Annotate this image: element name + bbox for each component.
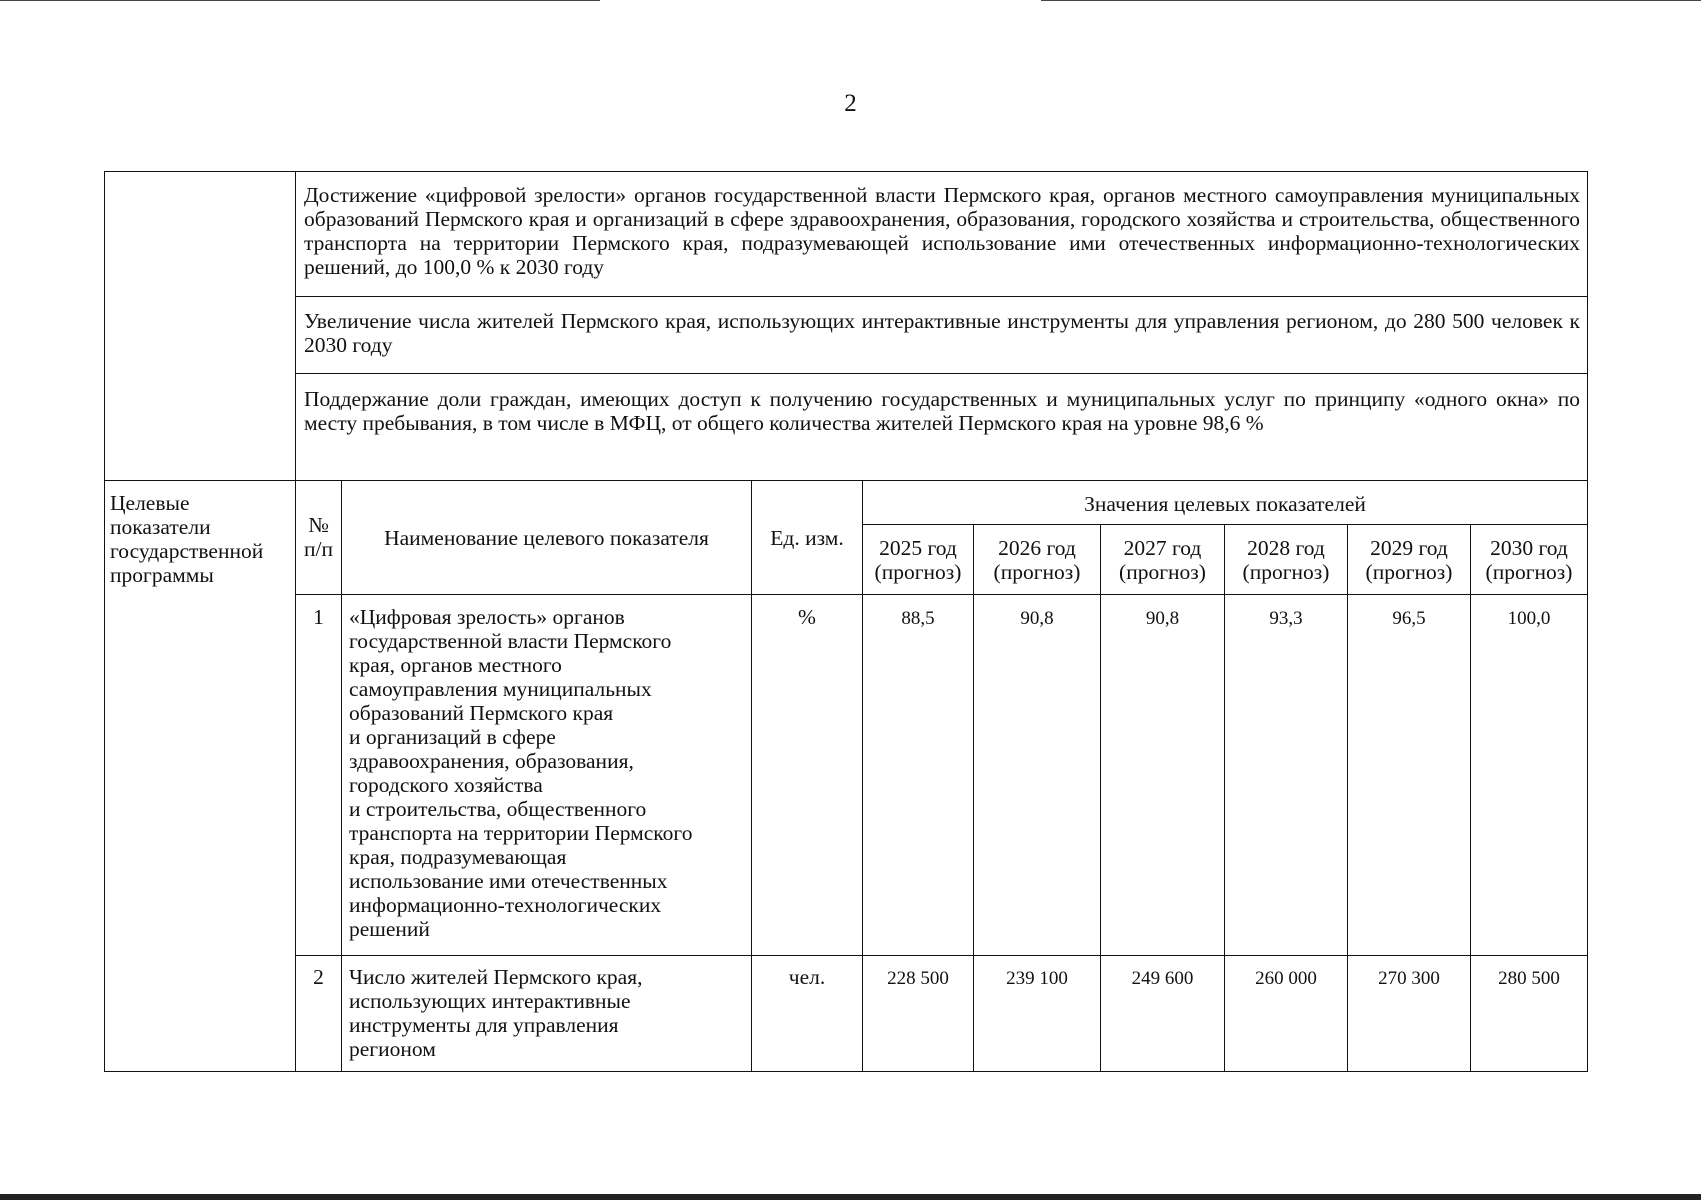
header-values: Значения целевых показателей <box>1084 492 1366 516</box>
goal-text-2: Увеличение числа жителей Пермского края, использующих интерактивные инструменты для управления регионом, до 280 500 человек к 2030 году <box>304 309 1580 357</box>
row-number: 1 <box>313 605 324 629</box>
header-name: Наименование целевого показателя <box>384 526 709 550</box>
values-header-divider <box>862 524 1588 525</box>
row-number: 2 <box>313 965 324 989</box>
scan-edge-bottom <box>0 1194 1701 1200</box>
indicator-unit: % <box>798 605 816 629</box>
indicator-name: Число жителей Пермского края, использующих интерактивные инструменты для управления регионом <box>349 965 643 1061</box>
indicator-unit: чел. <box>788 965 826 989</box>
num-column-divider <box>341 480 342 1072</box>
header-num: № п/п <box>304 513 333 561</box>
scan-edge-top-left <box>0 0 600 1</box>
year-header-2025: 2025 год (прогноз) <box>874 536 962 584</box>
table-left-border <box>104 171 105 1072</box>
goal-text-3: Поддержание доли граждан, имеющих доступ к получению государственных и муниципальных услуг по принципу «одного окна» по месту пребывания, в том числе в МФЦ, от общего количества жителей Пермского края на уровне 98,6 % <box>304 387 1580 435</box>
table-bottom-border <box>104 1071 1588 1072</box>
year-header-2029: 2029 год (прогноз) <box>1365 536 1453 584</box>
value-2028: 93,3 <box>1269 608 1303 629</box>
header-bottom-divider <box>295 594 1588 595</box>
section-label: Целевые показатели государственной программы <box>110 491 264 587</box>
header-unit: Ед. изм. <box>770 526 844 550</box>
goal-divider-1 <box>295 296 1588 297</box>
value-2025: 88,5 <box>901 608 935 629</box>
scan-edge-top-right <box>1041 0 1701 1</box>
year-header-2030: 2030 год (прогноз) <box>1485 536 1573 584</box>
page-number: 2 <box>844 90 857 117</box>
table-top-border <box>104 171 1588 172</box>
row-divider <box>295 955 1588 956</box>
section-divider <box>104 480 1588 481</box>
indicator-name: «Цифровая зрелость» органов государственной власти Пермского края, органов местного самоуправления муниципальных образований Пермского края и организаций в сфере здравоохранения, образования, городского хозяйства и строительства, общественного транспорта на территории Пермского края, подразумевающая использование ими отечественных информационно-технологических решений <box>349 605 693 941</box>
year-header-2026: 2026 год (прогноз) <box>993 536 1081 584</box>
value-2029: 270 300 <box>1378 968 1440 989</box>
value-2030: 100,0 <box>1507 608 1551 629</box>
value-2026: 90,8 <box>1020 608 1054 629</box>
goal-divider-2 <box>295 373 1588 374</box>
goal-text-1: Достижение «цифровой зрелости» органов государственной власти Пермского края, органов местного самоуправления муниципальных образований Пермского края и организаций в сфере здравоохранения, образования, городского хозяйства и строительства, общественного транспорта на территории Пермского края, подразумевающей использование ими отечественных информационно-технологических решений, до 100,0 % к 2030 году <box>304 183 1580 279</box>
value-2030: 280 500 <box>1498 968 1560 989</box>
table-right-border <box>1587 171 1588 1072</box>
value-2027: 90,8 <box>1145 608 1180 629</box>
value-2026: 239 100 <box>1006 968 1068 989</box>
year-header-2027: 2027 год (прогноз) <box>1119 536 1206 584</box>
year-header-2028: 2028 год (прогноз) <box>1242 536 1330 584</box>
value-2025: 228 500 <box>887 968 949 989</box>
value-2028: 260 000 <box>1255 968 1317 989</box>
value-2029: 96,5 <box>1392 608 1426 629</box>
value-2027: 249 600 <box>1131 968 1194 989</box>
